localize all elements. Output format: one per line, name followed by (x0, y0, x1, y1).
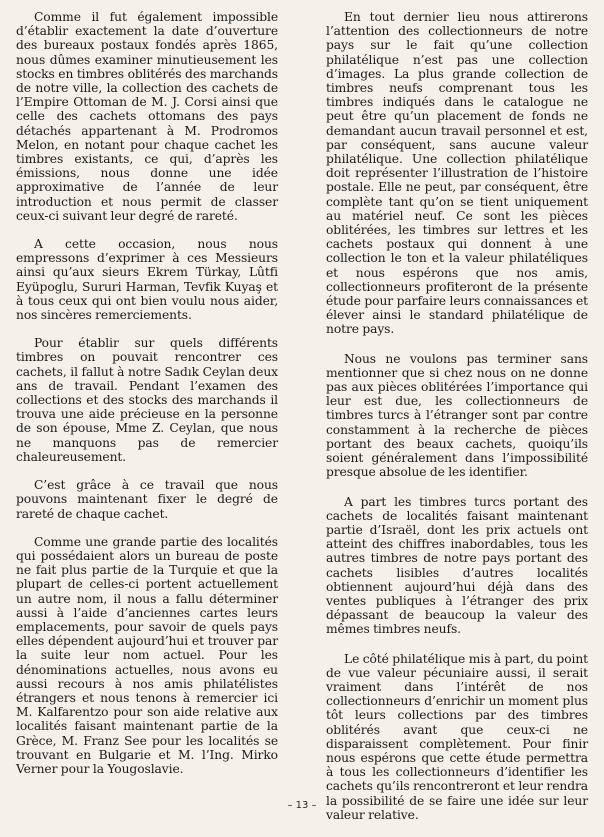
paragraph: Nous ne voulons pas terminer sans mentionner que si chez nous on ne donne pas aux pièces oblitérées l’importance qui leur est due, les collectionneurs de timbres turcs à l’étranger sont par contre constamment à la recherche de pièces portant des beaux cachets, quoiqu’ils soient généralement dans l’impossibilité presque absolue de les identifier. (326, 351, 588, 480)
page-number: – 13 – (287, 800, 317, 811)
paragraph: C’est grâce à ce travail que nous pouvons maintenant fixer le degré de rareté de chaque cachet. (16, 478, 278, 521)
paragraph: En tout dernier lieu nous attirerons l’attention des collectionneurs de notre pays sur le fait qu’une collection philatélique n’est pas une collection d’images. La plus grande collection de timbres neufs comprenant tous les timbres indiqués dans le catalogue ne peut être qu’un placement de fonds ne demandant aucun travail personnel et est, par conséquent, sans aucune valeur philatélique. Une collection philatélique doit représenter l’illustration de l’histoire postale. Elle ne peut, par conséquent, être complète tant qu’on se tient uniquement au matériel neuf. Ce sont les pièces oblitérées, les timbres sur lettres et les cachets postaux qui donnent à une collection le ton et la valeur philatéliques et nous espérons que nos amis, collectionneurs profiteront de la présente étude pour parfaire leurs connaissances et élever ainsi le standard philatélique de notre pays. (326, 10, 588, 337)
paragraph: Comme il fut également impossible d’établir exactement la date d’ouverture des bureaux postaux fondés après 1865, nous dûmes examiner minutieusement les stocks en timbres oblitérés des marchands de notre ville, la collection des cachets de l’Empire Ottoman de M. J. Corsi ainsi que celle des cachets ottomans des pays détachés appartenant à M. Prodromos Melon, en notant pour chaque cachet les timbres existants, ce qui, d’après les émissions, nous donne une idée approximative de l’année de leur introduction et nous permit de classer ceux-ci suivant leur degré de rareté. (16, 10, 278, 223)
right-column (326, 10, 588, 837)
paragraph: Comme une grande partie des localités qui possédaient alors un bureau de poste ne fait plus partie de la Turquie et que la plupart de celles-ci portent actuellement un autre nom, il nous a fallu déterminer aussi à l’aide d’anciennes cartes leurs emplacements, pour savoir de quels pays elles dépendent aujourd’hui et trouver par la suite leur nom actuel. Pour les dénominations actuelles, nous avons eu aussi recours à nos amis philatélistes étrangers et nous tenons à remercier ici M. Kalfarentzo pour son aide relative aux localités faisant maintenant partie de la Grèce, M. Franz See pour les localités se trouvant en Bulgarie et M. l’Ing. Mirko Verner pour la Yougoslavie. (16, 534, 278, 776)
left-column (16, 10, 278, 790)
paragraph: Le côté philatélique mis à part, du point de vue valeur pécuniaire aussi, il serait vraiment dans l’intérêt de nos collectionneurs d’enrichir un moment plus tôt leurs collections par des timbres oblitérés avant que ceux-ci ne disparaissent complètement. Pour finir nous espérons que cette étude permettra à tous les collectionneurs d’identifier les cachets qu’ils rencontreront et leur rendra la possibilité de se faire une idée sur leur valeur relative. (326, 651, 588, 822)
paragraph: A part les timbres turcs portant des cachets de localités faisant maintenant partie d’Israël, dont les prix actuels ont atteint des chiffres inabordables, tous les autres timbres de notre pays portant des cachets lisibles d’autres localités obtiennent aujourd’hui déjà dans des ventes publiques à l’étranger des prix dépassant de beaucoup la valeur des mêmes timbres neufs. (326, 494, 588, 637)
paragraph: A cette occasion, nous nous empressons d’exprimer à ces Messieurs ainsi qu’aux sieurs Ekrem Türkay, Lûtfi Eyüpoglu, Sururi Harman, Tevfik Kuyaş et à tous ceux qui ont bien voulu nous aider, nos sincères remerciements. (16, 237, 278, 323)
paragraph: Pour établir sur quels différents timbres on pouvait rencontrer ces cachets, il fallut à notre Sadık Ceylan deux ans de travail. Pendant l’examen des collections et des stocks des marchands il trouva une aide précieuse en la personne de son épouse, Mme Z. Ceylan, que nous ne manquons pas de remercier chaleureusement. (16, 336, 278, 464)
